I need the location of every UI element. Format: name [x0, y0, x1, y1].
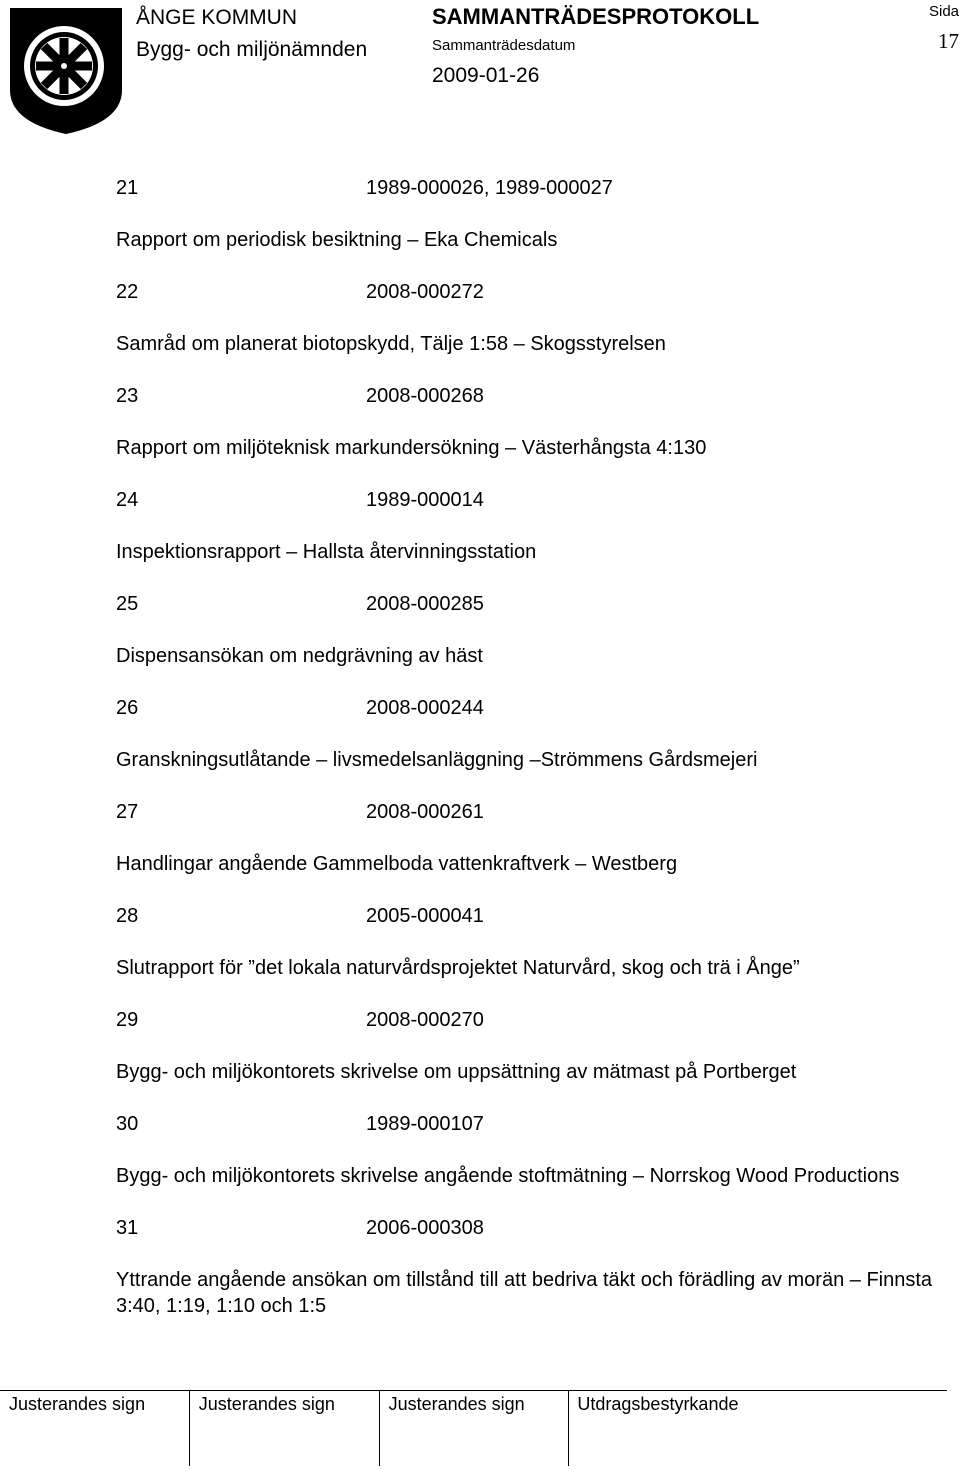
case-number: 2008-000261	[366, 801, 484, 823]
item-description: Yttrande angående ansökan om tillstånd till att bedriva täkt och förädling av morän – Finnsta 3:40, 1:19, 1:10 och 1:5	[116, 1269, 933, 1317]
item-description: Samråd om planerat biotopskydd, Tälje 1:58 – Skogsstyrelsen	[116, 333, 666, 355]
agenda-item	[116, 1215, 946, 1319]
agenda-item	[116, 903, 946, 981]
item-number: 30	[116, 1113, 139, 1135]
committee-name: Bygg- och miljönämnden	[136, 38, 368, 61]
agenda-item	[116, 1007, 946, 1085]
municipality-coat-of-arms-logo	[6, 4, 126, 136]
item-number: 26	[116, 697, 139, 719]
meeting-date: 2009-01-26	[432, 64, 540, 87]
page-number: 17	[938, 29, 959, 53]
signature-label-1: Justerandes sign	[9, 1394, 146, 1414]
case-number: 2008-000268	[366, 385, 484, 407]
item-description: Inspektionsrapport – Hallsta återvinningsstation	[116, 541, 537, 563]
item-number: 24	[116, 489, 139, 511]
meeting-date-label: Sammanträdesdatum	[432, 37, 576, 54]
case-number: 1989-000107	[366, 1113, 484, 1135]
agenda-item	[116, 487, 946, 565]
case-number: 2006-000308	[366, 1217, 484, 1239]
case-number: 1989-000014	[366, 489, 484, 511]
item-number: 21	[116, 177, 139, 199]
case-number: 2005-000041	[366, 905, 484, 927]
item-number: 22	[116, 281, 139, 303]
agenda-item	[116, 175, 946, 253]
certification-box	[569, 1390, 947, 1466]
item-description: Slutrapport för ”det lokala naturvårdsprojektet Naturvård, skog och trä i Ånge”	[116, 957, 800, 979]
footer-signature-row	[0, 1390, 947, 1466]
item-description: Granskningsutlåtande – livsmedelsanläggning –Strömmens Gårdsmejeri	[116, 749, 758, 771]
signature-label-3: Justerandes sign	[388, 1394, 525, 1414]
item-number: 27	[116, 801, 139, 823]
certification-label: Utdragsbestyrkande	[577, 1394, 739, 1414]
item-number: 25	[116, 593, 139, 615]
agenda-item	[116, 383, 946, 461]
page-label: Sida	[929, 3, 960, 20]
item-description: Rapport om miljöteknisk markundersökning – Västerhångsta 4:130	[116, 437, 707, 459]
agenda-item	[116, 591, 946, 669]
case-number: 2008-000270	[366, 1009, 484, 1031]
signature-box-2	[190, 1390, 380, 1466]
item-description: Bygg- och miljökontorets skrivelse angående stoftmätning – Norrskog Wood Productions	[116, 1165, 900, 1187]
case-number: 2008-000272	[366, 281, 484, 303]
item-description: Handlingar angående Gammelboda vattenkraftverk – Westberg	[116, 853, 678, 875]
agenda-item	[116, 1111, 946, 1189]
item-number: 29	[116, 1009, 139, 1031]
signature-box-1	[0, 1390, 190, 1466]
agenda-items-list	[116, 175, 946, 1345]
case-number: 1989-000026, 1989-000027	[366, 177, 613, 199]
item-number: 31	[116, 1217, 139, 1239]
item-description: Bygg- och miljökontorets skrivelse om uppsättning av mätmast på Portberget	[116, 1061, 797, 1083]
case-number: 2008-000285	[366, 593, 484, 615]
signature-label-2: Justerandes sign	[198, 1394, 335, 1414]
agenda-item	[116, 799, 946, 877]
item-description: Rapport om periodisk besiktning – Eka Chemicals	[116, 229, 558, 251]
case-number: 2008-000244	[366, 697, 484, 719]
municipality-name: ÅNGE KOMMUN	[136, 6, 298, 29]
agenda-item	[116, 279, 946, 357]
item-number: 23	[116, 385, 139, 407]
agenda-item	[116, 695, 946, 773]
item-description: Dispensansökan om nedgrävning av häst	[116, 645, 483, 667]
document-type: SAMMANTRÄDESPROTOKOLL	[432, 4, 760, 29]
item-number: 28	[116, 905, 139, 927]
signature-box-3	[380, 1390, 570, 1466]
